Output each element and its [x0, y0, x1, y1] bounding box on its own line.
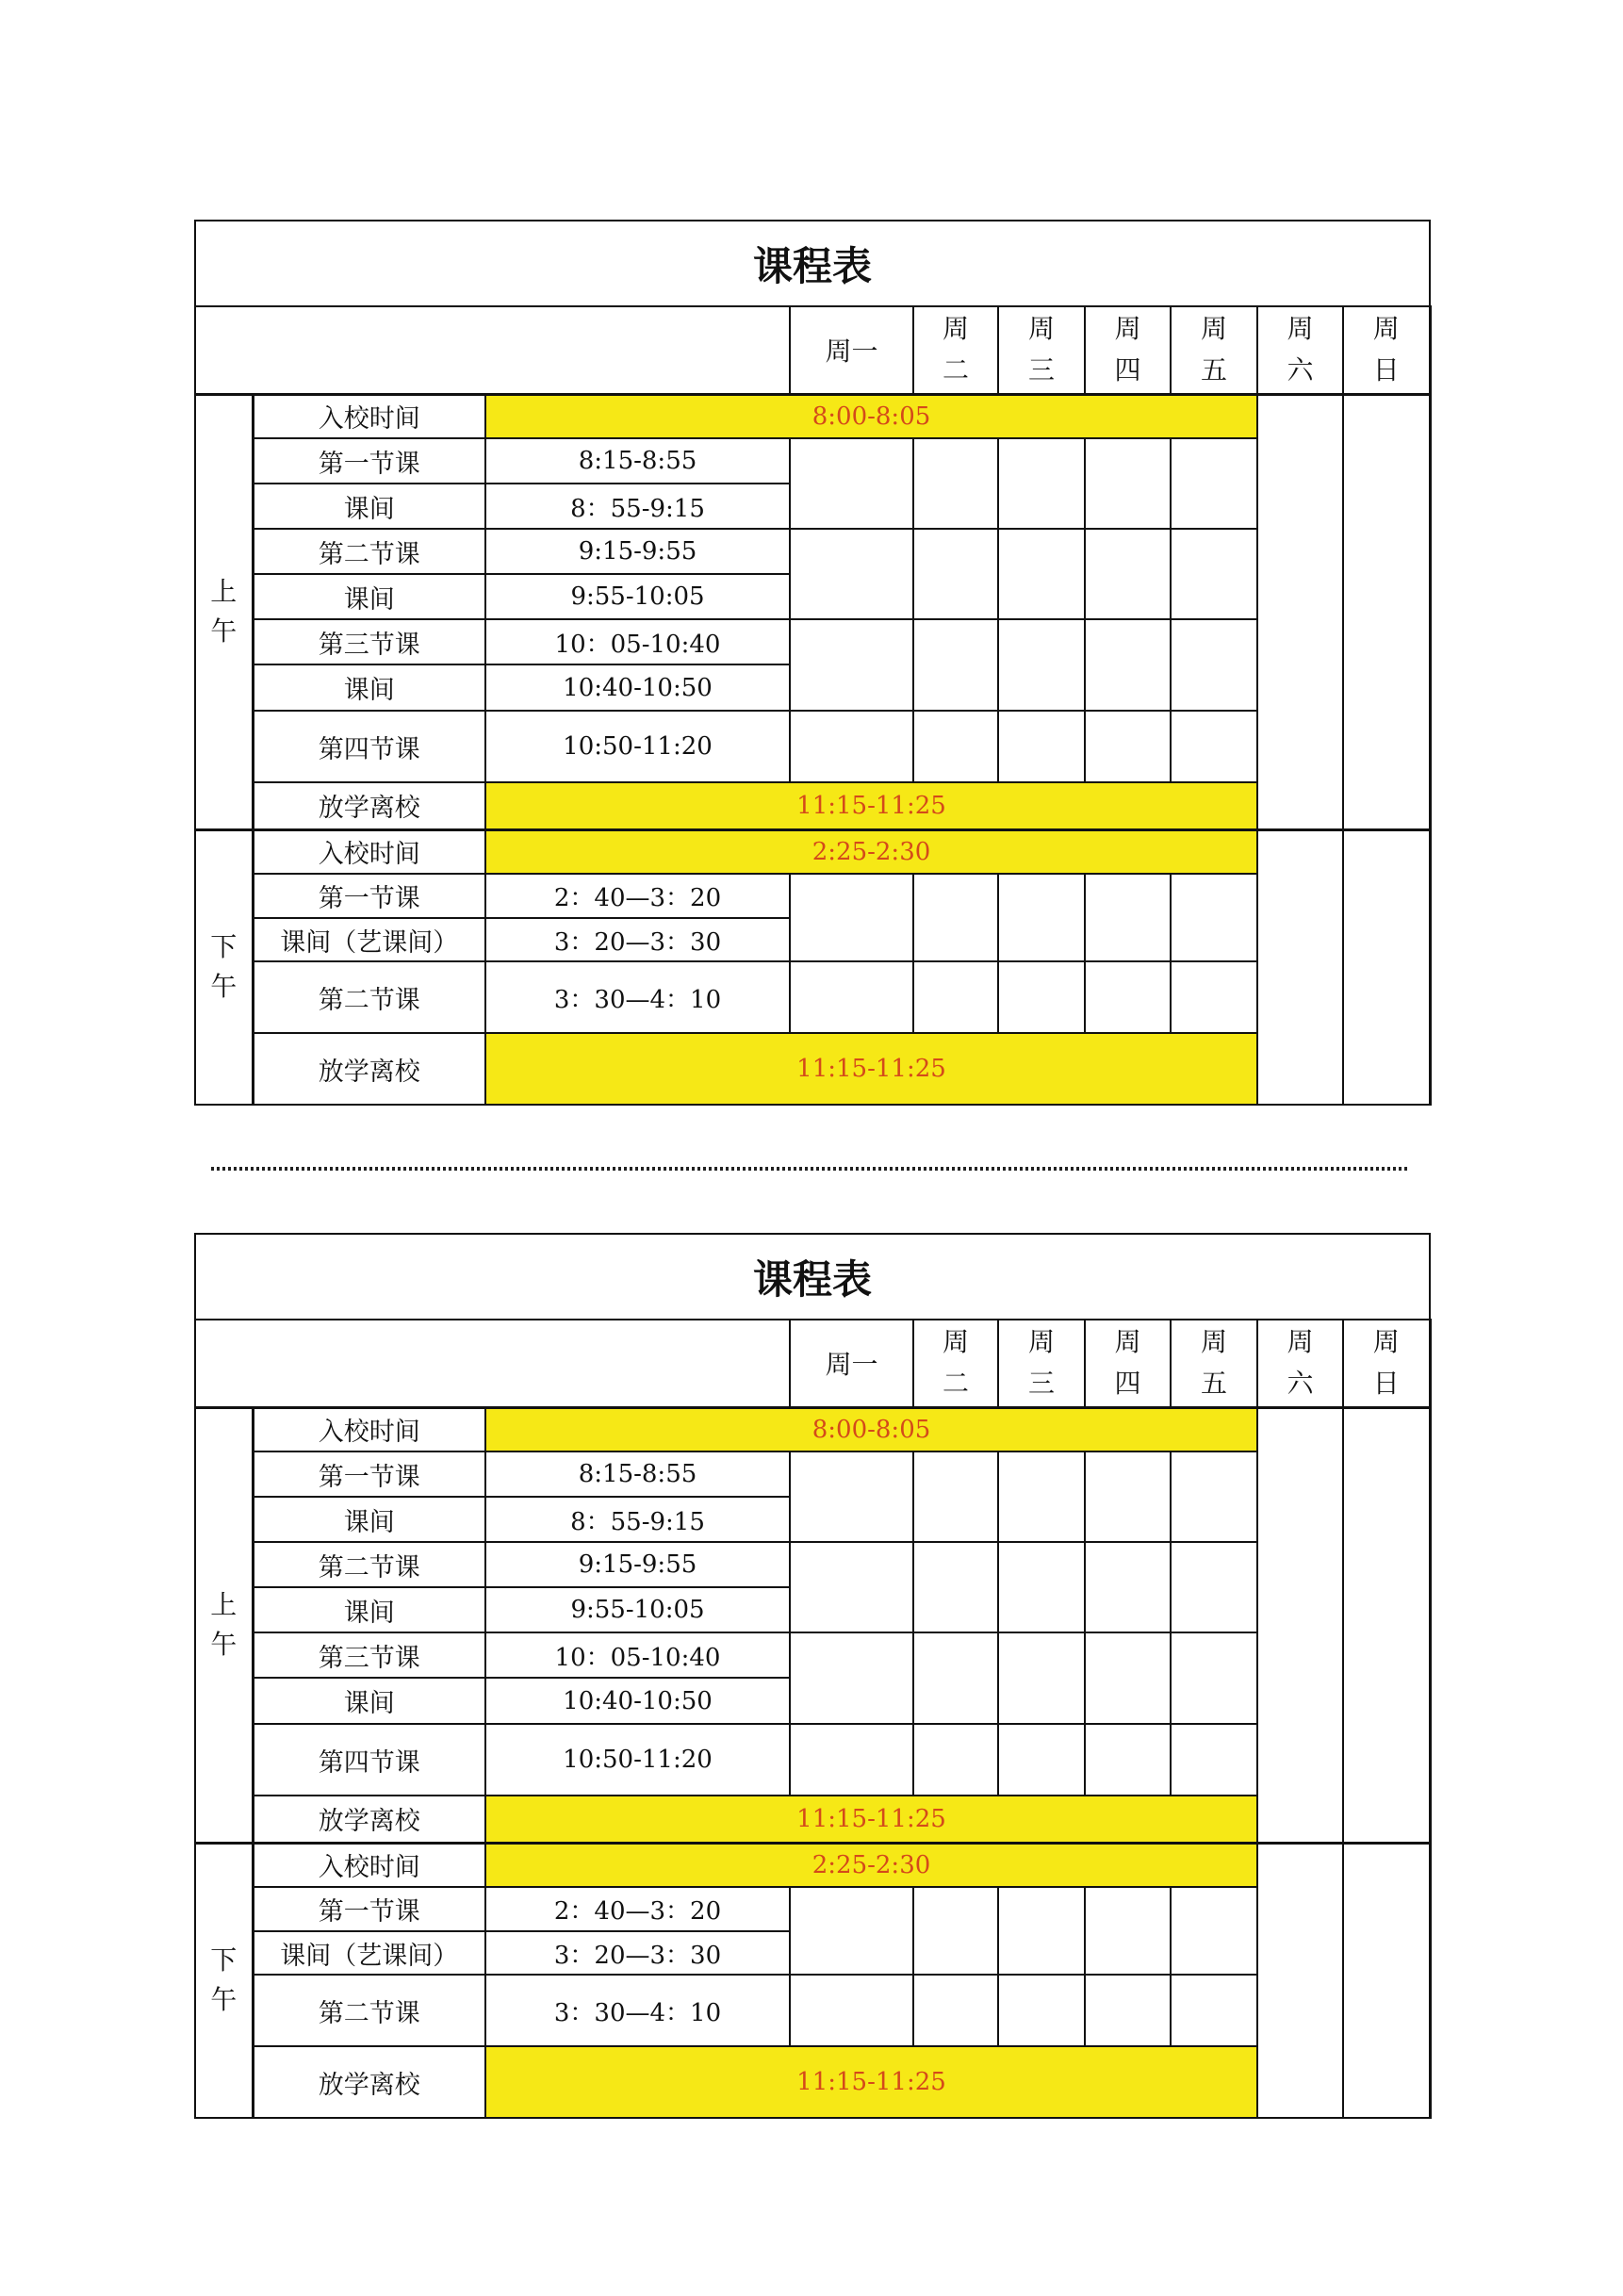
day-header-7: [1343, 306, 1430, 394]
period-label: 放学离校: [253, 1796, 485, 1843]
class-slot-cell[interactable]: [913, 1632, 998, 1724]
period-label: 第一节课: [253, 1451, 485, 1497]
period-time: 9:15-9:55: [485, 1542, 790, 1587]
highlight-time-bar: 8:00-8:05: [485, 1407, 1257, 1451]
class-slot-cell[interactable]: [790, 1724, 913, 1796]
class-slot-cell[interactable]: [1171, 1887, 1257, 1975]
highlight-time-bar: 2:25-2:30: [485, 1843, 1257, 1887]
period-label: 放学离校: [253, 1033, 485, 1105]
class-slot-cell[interactable]: [998, 711, 1085, 782]
schedule-title: 课程表: [195, 1234, 1430, 1320]
day-header-6: [1257, 1320, 1343, 1407]
period-label: 第三节课: [253, 619, 485, 664]
class-slot-cell[interactable]: [790, 619, 913, 711]
day-header-3: [998, 1320, 1085, 1407]
class-slot-cell[interactable]: [998, 1632, 1085, 1724]
schedule-title: 课程表: [195, 221, 1430, 306]
period-label: 放学离校: [253, 2046, 485, 2118]
period-label: 第一节课: [253, 438, 485, 484]
period-label: 第二节课: [253, 1975, 485, 2046]
period-label: 第一节课: [253, 1887, 485, 1931]
period-label: 第一节课: [253, 874, 485, 918]
period-label: 放学离校: [253, 782, 485, 829]
highlight-time-bar: 11:15-11:25: [485, 1033, 1257, 1105]
afternoon-session-cell: [195, 829, 253, 1105]
schedule-grid: [194, 1233, 1432, 2119]
session-label: 下午: [210, 1944, 238, 2016]
class-slot-cell[interactable]: [1085, 438, 1171, 529]
day-header-3: [998, 306, 1085, 394]
period-label: 第四节课: [253, 711, 485, 782]
class-slot-cell[interactable]: [998, 529, 1085, 619]
period-time: 3：20—3：30: [485, 918, 790, 961]
period-label: 课间: [253, 664, 485, 711]
class-slot-cell[interactable]: [913, 1975, 998, 2046]
class-slot-cell[interactable]: [1085, 529, 1171, 619]
highlight-time-bar: 2:25-2:30: [485, 829, 1257, 874]
highlight-time-bar: 8:00-8:05: [485, 394, 1257, 438]
class-slot-cell[interactable]: [1171, 874, 1257, 961]
day-header-6: [1257, 306, 1343, 394]
class-slot-cell[interactable]: [998, 1542, 1085, 1632]
class-slot-cell[interactable]: [790, 529, 913, 619]
header-blank-cell: [195, 1320, 790, 1407]
session-label: 上午: [210, 1589, 238, 1660]
class-slot-cell[interactable]: [1171, 438, 1257, 529]
session-label: 下午: [210, 931, 238, 1003]
day-header-5: [1171, 306, 1257, 394]
period-time: 2：40—3：20: [485, 1887, 790, 1931]
period-label: 第三节课: [253, 1632, 485, 1678]
schedule-table-2: [194, 1233, 1429, 2117]
period-label: 课间（艺课间）: [253, 918, 485, 961]
class-slot-cell[interactable]: [1085, 711, 1171, 782]
day-header-label: 周三: [1027, 1326, 1055, 1400]
class-slot-cell[interactable]: [913, 711, 998, 782]
period-time: 8：55-9:15: [485, 484, 790, 529]
saturday-cell[interactable]: [1257, 394, 1343, 829]
afternoon-session-cell: [195, 1843, 253, 2118]
saturday-cell[interactable]: [1257, 1843, 1343, 2118]
class-slot-cell[interactable]: [913, 619, 998, 711]
class-slot-cell[interactable]: [998, 1724, 1085, 1796]
day-header-7: [1343, 1320, 1430, 1407]
sunday-cell[interactable]: [1343, 829, 1430, 1105]
class-slot-cell[interactable]: [790, 1887, 913, 1975]
sunday-cell[interactable]: [1343, 394, 1430, 829]
period-label: 第四节课: [253, 1724, 485, 1796]
class-slot-cell[interactable]: [1085, 1451, 1171, 1542]
day-header-4: [1085, 306, 1171, 394]
period-label: 课间: [253, 1587, 485, 1632]
class-slot-cell[interactable]: [790, 1975, 913, 2046]
class-slot-cell[interactable]: [913, 1542, 998, 1632]
class-slot-cell[interactable]: [1085, 1887, 1171, 1975]
class-slot-cell[interactable]: [913, 529, 998, 619]
day-header-label: 周日: [1372, 1326, 1400, 1400]
class-slot-cell[interactable]: [913, 1451, 998, 1542]
period-time: 8:15-8:55: [485, 438, 790, 484]
class-slot-cell[interactable]: [913, 438, 998, 529]
session-label: 上午: [210, 576, 238, 647]
period-time: 3：30—4：10: [485, 961, 790, 1033]
period-label: 入校时间: [253, 829, 485, 874]
period-time: 10:40-10:50: [485, 664, 790, 711]
class-slot-cell[interactable]: [790, 711, 913, 782]
day-header-4: [1085, 1320, 1171, 1407]
class-slot-cell[interactable]: [790, 961, 913, 1033]
day-header-1: [790, 306, 913, 394]
period-time: 10：05-10:40: [485, 1632, 790, 1678]
class-slot-cell[interactable]: [998, 619, 1085, 711]
day-header-label: 周日: [1372, 313, 1400, 386]
period-label: 入校时间: [253, 1407, 485, 1451]
highlight-time-bar: 11:15-11:25: [485, 2046, 1257, 2118]
day-header-label: 周一: [825, 336, 878, 368]
period-time: 3：30—4：10: [485, 1975, 790, 2046]
class-slot-cell[interactable]: [790, 1632, 913, 1724]
period-time: 10：05-10:40: [485, 619, 790, 664]
highlight-time-bar: 11:15-11:25: [485, 1796, 1257, 1843]
class-slot-cell[interactable]: [1085, 1632, 1171, 1724]
morning-session-cell: [195, 1407, 253, 1843]
period-time: 10:50-11:20: [485, 1724, 790, 1796]
class-slot-cell[interactable]: [913, 874, 998, 961]
day-header-label: 周五: [1200, 1326, 1227, 1400]
class-slot-cell[interactable]: [1085, 1975, 1171, 2046]
day-header-label: 周二: [942, 313, 969, 386]
day-header-2: [913, 1320, 998, 1407]
class-slot-cell[interactable]: [998, 438, 1085, 529]
class-slot-cell[interactable]: [998, 874, 1085, 961]
period-label: 入校时间: [253, 394, 485, 438]
period-time: 8：55-9:15: [485, 1497, 790, 1542]
period-label: 课间: [253, 574, 485, 619]
period-label: 第二节课: [253, 529, 485, 574]
day-header-label: 周四: [1114, 1326, 1141, 1400]
period-label: 课间: [253, 1678, 485, 1724]
class-slot-cell[interactable]: [1171, 1975, 1257, 2046]
class-slot-cell[interactable]: [790, 1542, 913, 1632]
period-label: 课间: [253, 484, 485, 529]
saturday-cell[interactable]: [1257, 829, 1343, 1105]
class-slot-cell[interactable]: [998, 961, 1085, 1033]
day-header-label: 周五: [1200, 313, 1227, 386]
class-slot-cell[interactable]: [1171, 529, 1257, 619]
class-slot-cell[interactable]: [1085, 1724, 1171, 1796]
class-slot-cell[interactable]: [1171, 711, 1257, 782]
day-header-label: 周二: [942, 1326, 969, 1400]
day-header-label: 周一: [825, 1349, 878, 1381]
class-slot-cell[interactable]: [790, 874, 913, 961]
class-slot-cell[interactable]: [1085, 961, 1171, 1033]
day-header-label: 周四: [1114, 313, 1141, 386]
class-slot-cell[interactable]: [1085, 619, 1171, 711]
day-header-label: 周三: [1027, 313, 1055, 386]
class-slot-cell[interactable]: [1171, 1451, 1257, 1542]
class-slot-cell[interactable]: [998, 1975, 1085, 2046]
class-slot-cell[interactable]: [1085, 874, 1171, 961]
header-blank-cell: [195, 306, 790, 394]
period-label: 第二节课: [253, 1542, 485, 1587]
class-slot-cell[interactable]: [1171, 1632, 1257, 1724]
class-slot-cell[interactable]: [913, 961, 998, 1033]
highlight-time-bar: 11:15-11:25: [485, 782, 1257, 829]
day-header-label: 周六: [1287, 313, 1314, 386]
period-time: 10:40-10:50: [485, 1678, 790, 1724]
class-slot-cell[interactable]: [790, 438, 913, 529]
class-slot-cell[interactable]: [1171, 1724, 1257, 1796]
day-header-5: [1171, 1320, 1257, 1407]
class-slot-cell[interactable]: [1171, 619, 1257, 711]
period-time: 9:55-10:05: [485, 1587, 790, 1632]
class-slot-cell[interactable]: [790, 1451, 913, 1542]
class-slot-cell[interactable]: [1085, 1542, 1171, 1632]
class-slot-cell[interactable]: [998, 1887, 1085, 1975]
class-slot-cell[interactable]: [998, 1451, 1085, 1542]
day-header-label: 周六: [1287, 1326, 1314, 1400]
period-time: 9:15-9:55: [485, 529, 790, 574]
cut-line-divider: [211, 1167, 1410, 1171]
period-label: 课间（艺课间）: [253, 1931, 485, 1975]
class-slot-cell[interactable]: [1171, 961, 1257, 1033]
saturday-cell[interactable]: [1257, 1407, 1343, 1843]
sunday-cell[interactable]: [1343, 1407, 1430, 1843]
morning-session-cell: [195, 394, 253, 829]
period-time: 8:15-8:55: [485, 1451, 790, 1497]
class-slot-cell[interactable]: [1171, 1542, 1257, 1632]
period-label: 第二节课: [253, 961, 485, 1033]
schedule-table-1: [194, 220, 1429, 1104]
day-header-1: [790, 1320, 913, 1407]
sunday-cell[interactable]: [1343, 1843, 1430, 2118]
period-time: 9:55-10:05: [485, 574, 790, 619]
day-header-2: [913, 306, 998, 394]
schedule-grid: [194, 220, 1432, 1106]
class-slot-cell[interactable]: [913, 1887, 998, 1975]
class-slot-cell[interactable]: [913, 1724, 998, 1796]
period-time: 3：20—3：30: [485, 1931, 790, 1975]
period-time: 10:50-11:20: [485, 711, 790, 782]
period-label: 入校时间: [253, 1843, 485, 1887]
period-label: 课间: [253, 1497, 485, 1542]
period-time: 2：40—3：20: [485, 874, 790, 918]
